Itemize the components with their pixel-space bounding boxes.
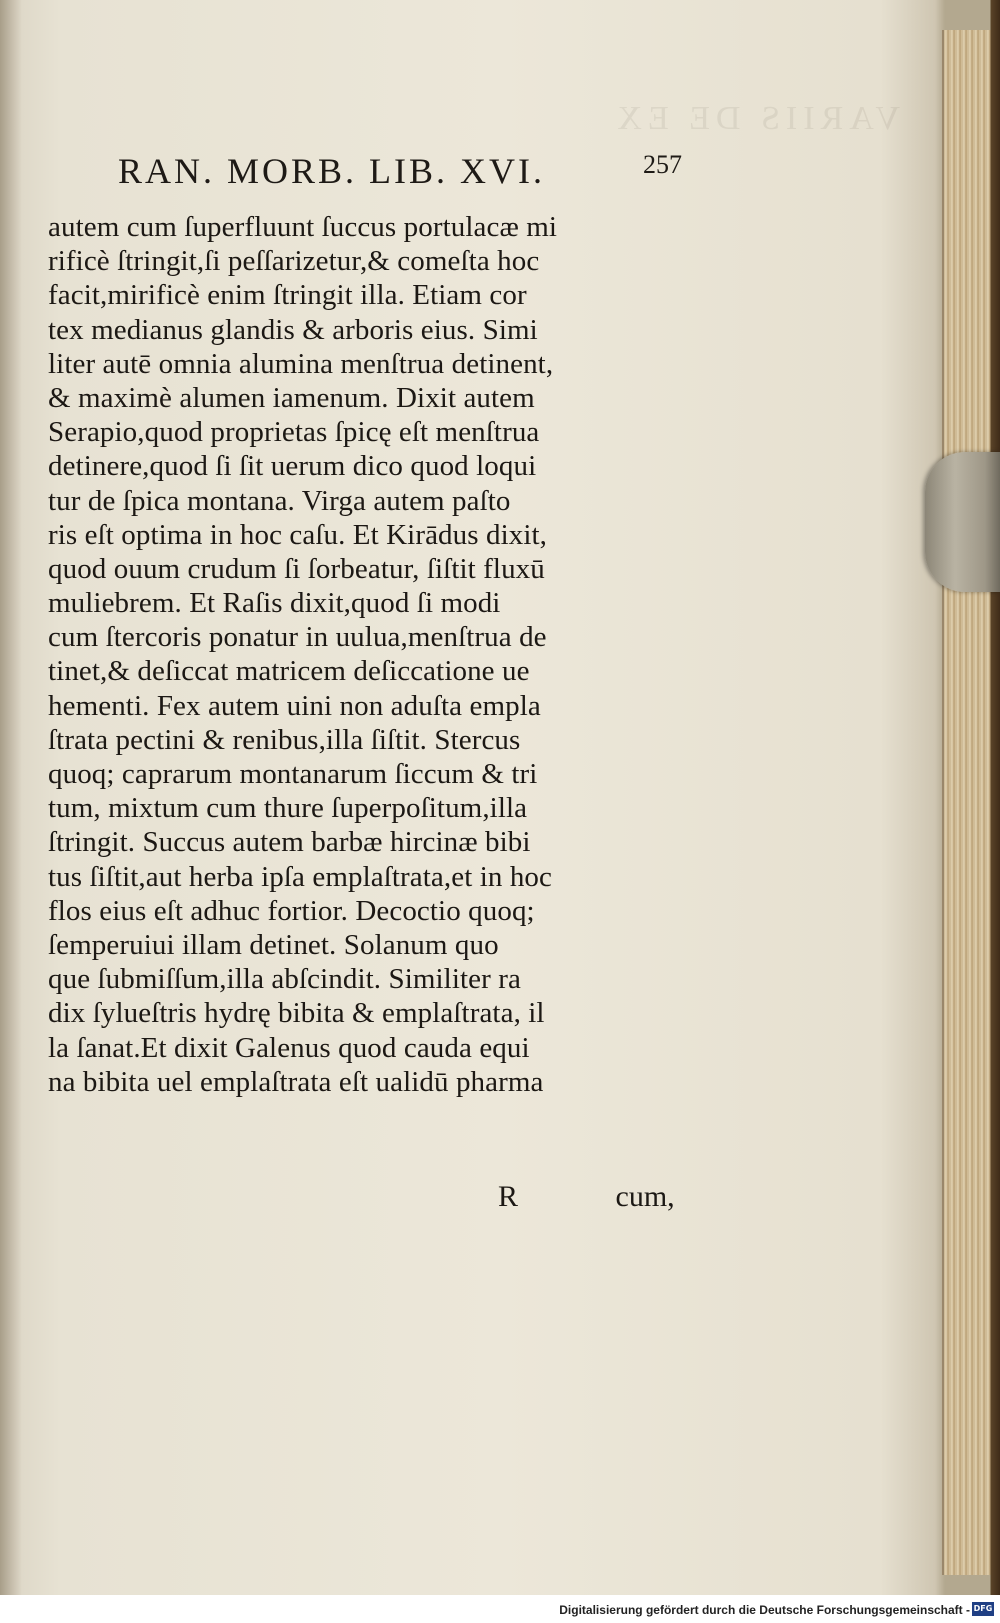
book-clasp [925,452,1000,592]
gutter-shadow [0,0,22,1595]
text-line: ris eſt optima in hoc caſu. Et Kirādus dixit, [48,518,548,551]
body-text-block [48,210,693,1099]
show-through-text: VARIIS DE EX [611,100,900,137]
text-line: hementi. Fex autem uini non aduſta empla [48,689,541,722]
text-line: dix ſylueſtris hydrę bibita & emplaſtrata, il [48,997,545,1030]
running-header [118,150,698,192]
dfg-logo-icon: DFG [972,1602,994,1616]
text-line: muliebrem. Et Raſis dixit,quod ſi modi [48,587,501,620]
text-line: tum, mixtum cum thure ſuperpoſitum,illa [48,792,528,825]
text-line: quod ouum crudum ſi ſorbeatur, ſiſtit fluxū [48,552,545,585]
text-line: & maximè alumen iamenum. Dixit autem [48,381,535,414]
text-line: autem cum ſuperfluunt ſuccus portulacæ mi [48,211,558,243]
text-line: tex medianus glandis & arboris eius. Simi [48,313,538,346]
text-line: cum ſtercoris ponatur in uulua,menſtrua de [48,621,547,654]
text-line: tinet,& deſiccat matricem deſiccatione ue [48,655,530,688]
digitization-credit: Digitalisierung gefördert durch die Deutsche Forschungsgemeinschaft - [559,1603,970,1617]
text-line: flos eius eſt adhuc fortior. Decoctio quoq; [48,894,535,927]
running-title: RAN. MORB. LIB. XVI. [118,151,546,191]
signature-mark: R [498,1180,519,1213]
text-line: facit,mirificè enim ſtringit illa. Etiam cor [48,279,527,312]
book-cover-edge [935,0,1000,1595]
text-line: liter autē omnia alumina menſtrua detinent, [48,347,554,380]
catchword: cum, [615,1180,675,1213]
text-line: na bibita uel emplaſtrata eſt ualidū pharma [48,1065,544,1098]
text-line: tur de ſpica montana. Virga autem paſto [48,484,511,517]
text-line: ſtringit. Succus autem barbæ hircinæ bibi [48,826,531,859]
text-line: tus ſiſtit,aut herba ipſa emplaſtrata,et in hoc [48,860,552,893]
text-line: Serapio,quod proprietas ſpicę eſt menſtrua [48,416,540,449]
text-line: ſemperuiui illam detinet. Solanum quo [48,928,499,961]
text-line: rificè ſtringit,ſi peſſarizetur,& comeſta hoc [48,245,540,278]
text-line: que ſubmiſſum,illa abſcindit. Similiter ra [48,963,521,996]
text-line: la ſanat.Et dixit Galenus quod cauda equi [48,1031,530,1064]
text-line: detinere,quod ſi ſit uerum dico quod loqui [48,450,537,483]
catchword-line [498,1180,698,1214]
text-line: quoq; caprarum montanarum ſiccum & tri [48,758,538,790]
text-line: ſtrata pectini & renibus,illa ſiſtit. Stercus [48,723,521,756]
page-number: 257 [643,150,682,179]
